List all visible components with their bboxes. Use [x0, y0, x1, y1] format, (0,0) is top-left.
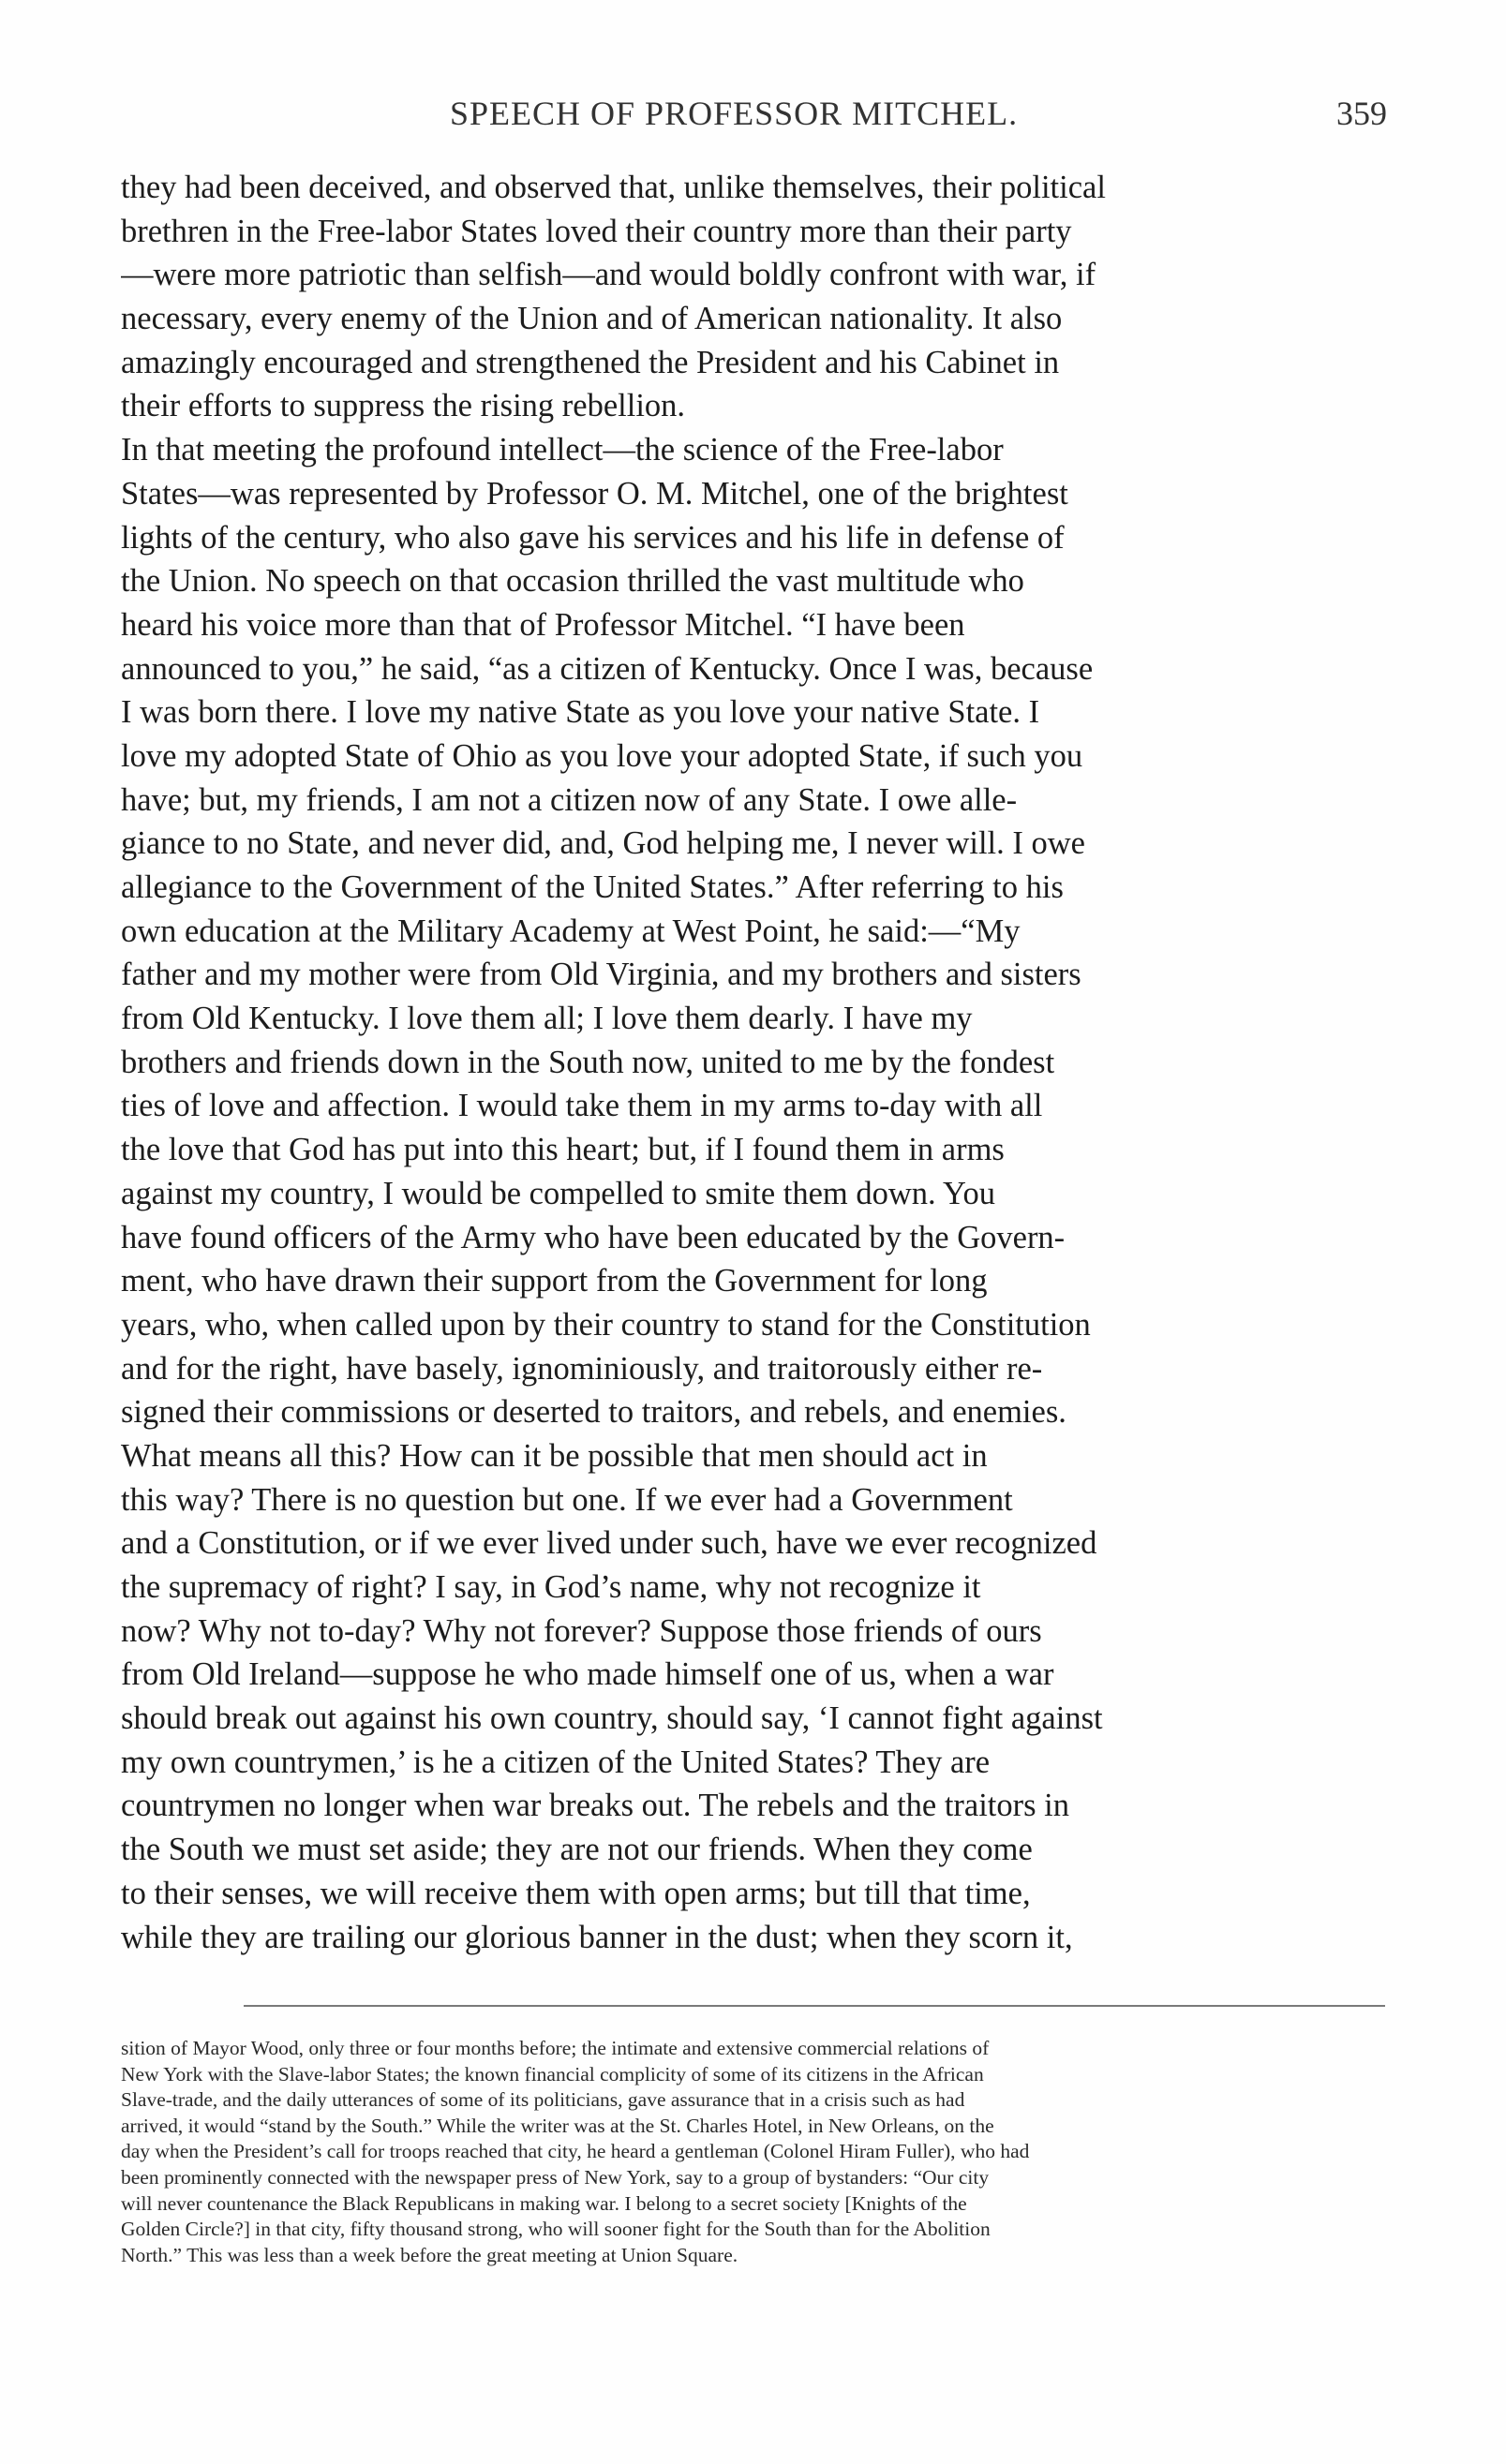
- body-line: my own countrymen,’ is he a citizen of the United States? They are: [121, 1744, 991, 1780]
- body-line: the Union. No speech on that occasion thrilled the vast multitude who: [121, 563, 1024, 600]
- body-line: States—was represented by Professor O. M. Mitchel, one of the brightest: [121, 475, 1068, 512]
- body-line: they had been deceived, and observed that, unlike themselves, their political: [121, 170, 1106, 205]
- body-line: while they are trailing our glorious banner in the dust; when they scorn it,: [121, 1919, 1073, 1955]
- body-line: should break out against his own country, should say, ‘I cannot fight against: [121, 1700, 1103, 1737]
- body-line: love my adopted State of Ohio as you love your adopted State, if such you: [121, 737, 1083, 774]
- footnote: [121, 2036, 1384, 2317]
- body-line: brethren in the Free-labor States loved their country more than their party: [121, 213, 1072, 249]
- body-line: heard his voice more than that of Professor Mitchel. “I have been: [121, 606, 965, 643]
- body-line: father and my mother were from Old Virginia, and my brothers and sisters: [121, 957, 1081, 993]
- body-line: and for the right, have basely, ignominiously, and traitorously either re-: [121, 1350, 1043, 1387]
- body-line: years, who, when called upon by their country to stand for the Constitution: [121, 1306, 1091, 1343]
- body-line: —were more patriotic than selfish—and would boldly confront with war, if: [121, 257, 1096, 293]
- body-line: the South we must set aside; they are not our friends. When they come: [121, 1832, 1033, 1868]
- body-line: In that meeting the profound intellect—the science of the Free-labor: [121, 432, 1004, 468]
- body-line: from Old Ireland—suppose he who made himself one of us, when a war: [121, 1656, 1054, 1693]
- footnote-line: sition of Mayor Wood, only three or four months before; the intimate and extensive commercial relations of: [121, 2037, 990, 2059]
- body-line: brothers and friends down in the South now, united to me by the fondest: [121, 1044, 1055, 1080]
- footnote-line: will never countenance the Black Republicans in making war. I belong to a secret society [Knights of the: [121, 2191, 967, 2215]
- body-line: lights of the century, who also gave his services and his life in defense of: [121, 519, 1065, 556]
- body-line: and a Constitution, or if we ever lived under such, have we ever recognized: [121, 1525, 1097, 1562]
- body-line: the supremacy of right? I say, in God’s name, why not recognize it: [121, 1569, 981, 1605]
- body-line: this way? There is no question but one. If we ever had a Government: [121, 1481, 1013, 1518]
- body-line: ties of love and affection. I would take them in my arms to-day with all: [121, 1088, 1043, 1124]
- footnote-line: North.” This was less than a week before the great meeting at Union Square.: [121, 2243, 738, 2266]
- footnote-line: arrived, it would “stand by the South.” While the writer was at the St. Charles Hotel, in New Orleans, on the: [121, 2114, 994, 2137]
- body-line: to their senses, we will receive them with open arms; but till that time,: [121, 1875, 1031, 1911]
- body-line: What means all this? How can it be possible that men should act in: [121, 1437, 988, 1474]
- page-header: [169, 94, 1387, 150]
- footnote-line: been prominently connected with the newspaper press of New York, say to a group of bystanders: “Our city: [121, 2165, 990, 2189]
- footnote-line: Slave-trade, and the daily utterances of some of its politicians, gave assurance that in a crisis such as had: [121, 2088, 965, 2112]
- body-line: allegiance to the Government of the United States.” After referring to his: [121, 869, 1064, 905]
- body-text: [121, 166, 1384, 1974]
- footnote-line: Golden Circle?] in that city, fifty thousand strong, who will sooner fight for the South than for the Abolition: [121, 2218, 991, 2241]
- page-number: 359: [1336, 95, 1387, 132]
- body-line: have found officers of the Army who have been educated by the Govern-: [121, 1219, 1066, 1255]
- footnote-line: day when the President’s call for troops reached that city, he heard a gentleman (Colonel Hiram Fuller), who had: [121, 2140, 1030, 2163]
- body-line: their efforts to suppress the rising rebellion.: [121, 388, 686, 424]
- body-line: countrymen no longer when war breaks out. The rebels and the traitors in: [121, 1788, 1070, 1824]
- body-line: ment, who have drawn their support from the Government for long: [121, 1263, 988, 1299]
- body-line: have; but, my friends, I am not a citizen now of any State. I owe alle-: [121, 781, 1018, 818]
- footnote-line: New York with the Slave-labor States; the known financial complicity of some of its citizens in the African: [121, 2062, 984, 2085]
- body-line: necessary, every enemy of the Union and of American nationality. It also: [121, 301, 1063, 337]
- body-line: signed their commissions or deserted to traitors, and rebels, and enemies.: [121, 1394, 1066, 1431]
- body-line: from Old Kentucky. I love them all; I love them dearly. I have my: [121, 1001, 973, 1037]
- body-line: giance to no State, and never did, and, God helping me, I never will. I owe: [121, 825, 1085, 862]
- body-line: the love that God has put into this heart; but, if I found them in arms: [121, 1132, 1005, 1168]
- body-line: own education at the Military Academy at West Point, he said:—“My: [121, 913, 1021, 949]
- body-line: amazingly encouraged and strengthened the President and his Cabinet in: [121, 344, 1060, 380]
- body-line: now? Why not to-day? Why not forever? Suppose those friends of ours: [121, 1612, 1042, 1649]
- body-line: announced to you,” he said, “as a citizen of Kentucky. Once I was, because: [121, 650, 1094, 687]
- running-head: SPEECH OF PROFESSOR MITCHEL.: [450, 95, 1019, 132]
- footnote-divider: [244, 2005, 1385, 2007]
- body-line: against my country, I would be compelled to smite them down. You: [121, 1175, 995, 1211]
- body-line: I was born there. I love my native State as you love your native State. I: [121, 694, 1040, 731]
